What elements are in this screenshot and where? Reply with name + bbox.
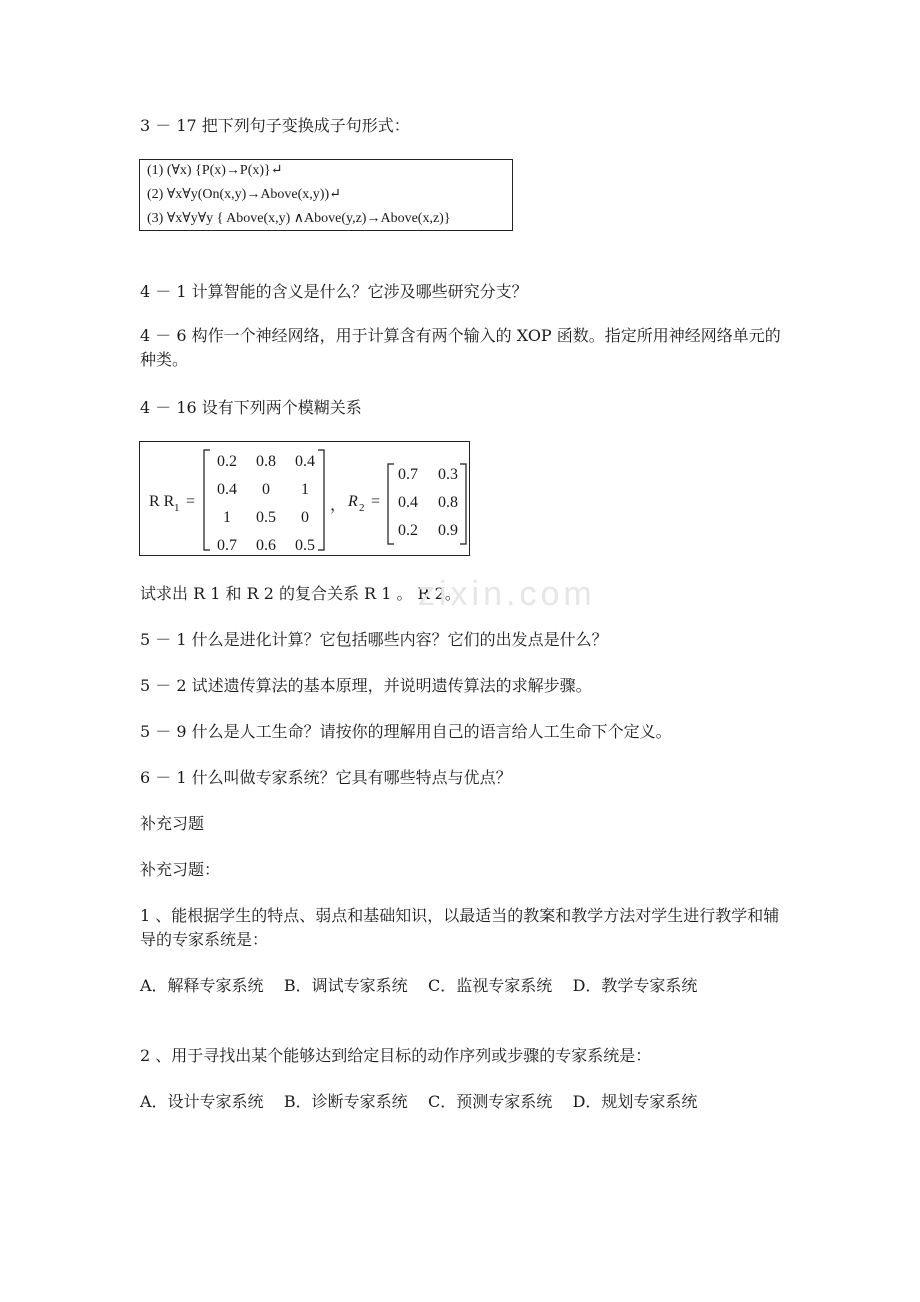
- r2-right-bracket: [460, 464, 466, 544]
- r2-label: R: [348, 493, 358, 510]
- supplement-heading: 补充习题: [140, 814, 205, 833]
- question-4-16-ask: 试求出 R 1 和 R 2 的复合关系 R 1 。 R 2。: [140, 584, 461, 603]
- question-4-6: 4 － 6 构作一个神经网络，用于计算含有两个输入的 XOP 函数。指定所用神经网络单元的种类。: [140, 326, 781, 369]
- r1-cell-2-2: 0: [301, 509, 309, 526]
- r2-cell-2-1: 0.9: [438, 522, 458, 539]
- r1-cell-2-0: 1: [223, 509, 231, 526]
- supplement-question-1: 1 、能根据学生的特点、弱点和基础知识，以最适当的教案和教学方法对学生进行教学和辅导的专家系统是：: [140, 906, 780, 949]
- question-4-1: 4 － 1 计算智能的含义是什么？它涉及哪些研究分支？: [140, 282, 528, 301]
- r1-cell-3-1: 0.6: [256, 537, 276, 554]
- r1-cell-0-0: 0.2: [217, 453, 237, 470]
- r2-cell-2-0: 0.2: [398, 522, 418, 539]
- formula-line-1: (1) (∀x) {P(x)→P(x)}↵: [147, 163, 283, 178]
- r1-left-bracket: [204, 450, 210, 550]
- formula-box: [139, 159, 513, 231]
- r1-cell-0-1: 0.8: [256, 453, 276, 470]
- question-5-1: 5 － 1 什么是进化计算？它包括哪些内容？它们的出发点是什么？: [140, 630, 608, 649]
- fuzzy-relation-matrices: [139, 441, 470, 556]
- supplement-question-2: 2 、用于寻找出某个能够达到给定目标的动作序列或步骤的专家系统是：: [140, 1046, 652, 1065]
- r2-left-bracket: [388, 464, 394, 544]
- r2-cell-0-1: 0.3: [438, 466, 458, 483]
- r2-equals: =: [371, 493, 381, 510]
- r1-equals: =: [186, 493, 196, 510]
- r1-cell-1-2: 1: [301, 481, 309, 498]
- question-3-17: 3 － 17 把下列句子变换成子句形式：: [140, 116, 410, 135]
- matrix-separator-comma: ，: [330, 497, 347, 514]
- question-4-16: 4 － 16 设有下列两个模糊关系: [140, 398, 362, 417]
- r2-subscript: 2: [359, 502, 365, 514]
- watermark: zixin.com: [418, 575, 596, 613]
- r1-cell-3-2: 0.5: [295, 537, 315, 554]
- supplement-heading-2: 补充习题：: [140, 860, 221, 879]
- r1-cell-1-0: 0.4: [217, 481, 237, 498]
- r1-subscript: 1: [174, 502, 180, 514]
- r1-cell-2-1: 0.5: [256, 509, 276, 526]
- question-5-2: 5 － 2 试述遗传算法的基本原理，并说明遗传算法的求解步骤。: [140, 676, 592, 695]
- supplement-question-1-options: A．解释专家系统 B．调试专家系统 C．监视专家系统 D．教学专家系统: [140, 976, 698, 995]
- r1-right-bracket: [318, 450, 324, 550]
- formula-line-3: (3) ∀x∀y∀y { Above(x,y) ∧Above(y,z)→Above(x,z)}: [147, 211, 451, 226]
- r1-cell-3-0: 0.7: [217, 537, 237, 554]
- r2-cell-1-1: 0.8: [438, 494, 458, 511]
- r1-label: R R: [149, 493, 175, 510]
- supplement-question-2-options: A．设计专家系统 B．诊断专家系统 C．预测专家系统 D．规划专家系统: [140, 1092, 698, 1111]
- r2-cell-1-0: 0.4: [398, 494, 418, 511]
- question-6-1: 6 － 1 什么叫做专家系统？它具有哪些特点与优点？: [140, 768, 512, 787]
- matrix-figure: [140, 442, 471, 557]
- r2-cell-0-0: 0.7: [398, 466, 418, 483]
- r1-cell-1-1: 0: [262, 481, 270, 498]
- formula-line-2: (2) ∀x∀y(On(x,y)→Above(x,y))↵: [147, 187, 341, 202]
- r1-cell-0-2: 0.4: [295, 453, 315, 470]
- question-5-9: 5 － 9 什么是人工生命？请按你的理解用自己的语言给人工生命下个定义。: [140, 722, 672, 741]
